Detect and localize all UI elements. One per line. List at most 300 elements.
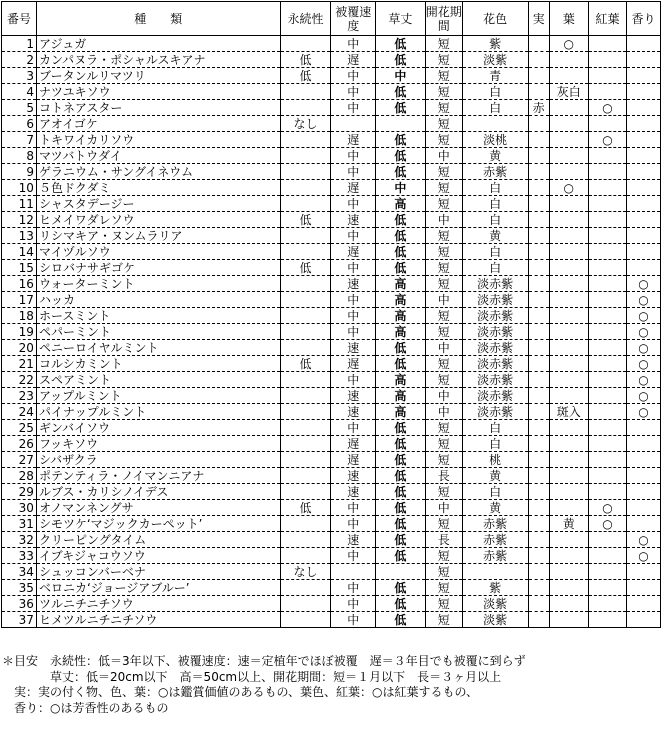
cell-num: 2: [2, 52, 37, 68]
table-row: [2, 308, 661, 324]
cell-perennial: [280, 228, 331, 244]
cell-bloom: 短: [425, 324, 462, 340]
cell-bloom: 短: [425, 132, 462, 148]
cell-name: ヒメツルニチニチソウ: [36, 612, 280, 628]
cell-flower-color: 淡赤紫: [462, 340, 528, 356]
cell-fruit: [528, 452, 549, 468]
cell-autumn: [588, 372, 626, 388]
cell-num: 28: [2, 468, 37, 484]
cell-num: 4: [2, 84, 37, 100]
cell-num: 18: [2, 308, 37, 324]
cell-name: シュッコンバーベナ: [36, 564, 280, 580]
cell-autumn: [588, 388, 626, 404]
cell-name: シモツケ‘マジックカーペット’: [36, 516, 280, 532]
cell-cover: 速: [331, 212, 375, 228]
cell-height: 高: [375, 308, 425, 324]
cell-scent: [627, 180, 661, 196]
cell-perennial: [280, 180, 331, 196]
cell-name: リシマキア・ヌンムラリア: [36, 228, 280, 244]
cell-autumn: [588, 356, 626, 372]
cell-cover: 中: [331, 420, 375, 436]
cell-scent: [627, 484, 661, 500]
cell-perennial: 低: [280, 356, 331, 372]
cell-flower-color: 赤紫: [462, 164, 528, 180]
cell-leaf: [549, 260, 588, 276]
cell-scent: ○: [627, 372, 661, 388]
cell-height: 低: [375, 596, 425, 612]
cell-bloom: 短: [425, 244, 462, 260]
cell-autumn: [588, 164, 626, 180]
cell-bloom: 中: [425, 148, 462, 164]
cell-fruit: [528, 36, 549, 52]
cell-scent: ○: [627, 404, 661, 420]
cell-perennial: [280, 580, 331, 596]
cell-cover: 中: [331, 372, 375, 388]
cell-scent: ○: [627, 276, 661, 292]
cell-scent: ○: [627, 292, 661, 308]
table-row: [2, 84, 661, 100]
cell-height: 低: [375, 100, 425, 116]
cell-fruit: [528, 148, 549, 164]
cell-height: 低: [375, 212, 425, 228]
cell-autumn: [588, 116, 626, 132]
cell-fruit: [528, 164, 549, 180]
cell-bloom: 中: [425, 340, 462, 356]
cell-bloom: 中: [425, 292, 462, 308]
table-row: [2, 132, 661, 148]
cell-fruit: [528, 404, 549, 420]
cell-cover: 中: [331, 596, 375, 612]
cell-scent: [627, 260, 661, 276]
cell-autumn: [588, 228, 626, 244]
cell-leaf: [549, 500, 588, 516]
cell-name: シバザクラ: [36, 452, 280, 468]
cell-name: ベロニカ‘ジョージアブルー’: [36, 580, 280, 596]
cell-name: イブキジャコウソウ: [36, 548, 280, 564]
cell-height: 低: [375, 244, 425, 260]
cell-bloom: 短: [425, 452, 462, 468]
cell-flower-color: 白: [462, 244, 528, 260]
cell-perennial: 低: [280, 500, 331, 516]
cell-fruit: [528, 436, 549, 452]
cell-cover: 中: [331, 36, 375, 52]
cell-cover: 中: [331, 580, 375, 596]
cell-height: 低: [375, 452, 425, 468]
cell-flower-color: 淡赤紫: [462, 308, 528, 324]
cell-bloom: 中: [425, 388, 462, 404]
cell-leaf: ○: [549, 180, 588, 196]
cell-fruit: [528, 532, 549, 548]
cell-fruit: [528, 388, 549, 404]
cell-num: 17: [2, 292, 37, 308]
cell-bloom: 短: [425, 196, 462, 212]
cell-name: コトネアスター: [36, 100, 280, 116]
cell-height: 低: [375, 164, 425, 180]
cell-autumn: ○: [588, 132, 626, 148]
cell-fruit: [528, 260, 549, 276]
cell-flower-color: 紫: [462, 36, 528, 52]
cell-flower-color: [462, 116, 528, 132]
table-row: [2, 324, 661, 340]
cell-name: ポテンティラ・ノイマンニアナ: [36, 468, 280, 484]
cell-autumn: [588, 84, 626, 100]
cell-flower-color: 淡赤紫: [462, 292, 528, 308]
cell-flower-color: 白: [462, 260, 528, 276]
cell-leaf: [549, 164, 588, 180]
cell-name: マツバトウダイ: [36, 148, 280, 164]
cell-num: 1: [2, 36, 37, 52]
cell-flower-color: 赤紫: [462, 532, 528, 548]
cell-perennial: なし: [280, 116, 331, 132]
cell-height: 低: [375, 436, 425, 452]
cell-scent: ○: [627, 388, 661, 404]
cell-autumn: [588, 68, 626, 84]
cell-leaf: [549, 148, 588, 164]
cell-perennial: [280, 340, 331, 356]
cell-fruit: [528, 68, 549, 84]
table-row: [2, 196, 661, 212]
cell-leaf: [549, 244, 588, 260]
cell-fruit: [528, 292, 549, 308]
cell-name: カンパヌラ・ポシャルスキアナ: [36, 52, 280, 68]
cell-cover: 中: [331, 164, 375, 180]
cell-flower-color: 淡赤紫: [462, 324, 528, 340]
cell-perennial: [280, 548, 331, 564]
cell-bloom: 短: [425, 420, 462, 436]
cell-scent: ○: [627, 340, 661, 356]
cell-autumn: [588, 452, 626, 468]
cell-flower-color: 桃: [462, 452, 528, 468]
cell-perennial: 低: [280, 52, 331, 68]
header-height: 草丈: [375, 2, 425, 36]
cell-scent: ○: [627, 308, 661, 324]
cell-fruit: [528, 52, 549, 68]
cell-num: 11: [2, 196, 37, 212]
header-flower-color: 花色: [462, 2, 528, 36]
cell-height: 低: [375, 228, 425, 244]
cell-scent: [627, 468, 661, 484]
cell-scent: [627, 244, 661, 260]
cell-num: 20: [2, 340, 37, 356]
cell-autumn: [588, 468, 626, 484]
cell-fruit: [528, 420, 549, 436]
cell-num: 21: [2, 356, 37, 372]
cell-bloom: 短: [425, 260, 462, 276]
cell-num: 8: [2, 148, 37, 164]
cell-flower-color: 黄: [462, 468, 528, 484]
cell-perennial: [280, 484, 331, 500]
cell-bloom: 短: [425, 516, 462, 532]
cell-flower-color: 赤紫: [462, 548, 528, 564]
table-header-row: [2, 2, 661, 36]
cell-name: アオイゴケ: [36, 116, 280, 132]
cell-leaf: 灰白: [549, 84, 588, 100]
cell-name: ヒメイワダレソウ: [36, 212, 280, 228]
cell-height: 高: [375, 372, 425, 388]
cell-fruit: [528, 308, 549, 324]
cell-autumn: [588, 340, 626, 356]
cell-cover: 遅: [331, 132, 375, 148]
cell-name: マイヅルソウ: [36, 244, 280, 260]
cell-cover: [331, 564, 375, 580]
cell-scent: [627, 596, 661, 612]
cell-num: 12: [2, 212, 37, 228]
cell-autumn: [588, 548, 626, 564]
cell-fruit: [528, 596, 549, 612]
cell-height: 低: [375, 260, 425, 276]
cell-scent: [627, 436, 661, 452]
cell-scent: [627, 148, 661, 164]
cell-cover: 遅: [331, 244, 375, 260]
cell-bloom: 短: [425, 276, 462, 292]
cell-cover: 中: [331, 292, 375, 308]
cell-cover: 速: [331, 404, 375, 420]
cell-leaf: [549, 356, 588, 372]
cell-num: 5: [2, 100, 37, 116]
cell-perennial: [280, 324, 331, 340]
cell-perennial: [280, 244, 331, 260]
cell-cover: 遅: [331, 436, 375, 452]
cell-scent: [627, 164, 661, 180]
cell-height: 低: [375, 548, 425, 564]
cell-name: ゲラニウム・サングイネウム: [36, 164, 280, 180]
table-row: [2, 564, 661, 580]
cell-autumn: [588, 212, 626, 228]
cell-perennial: [280, 516, 331, 532]
cell-height: 低: [375, 468, 425, 484]
table-row: [2, 340, 661, 356]
cell-cover: 中: [331, 516, 375, 532]
cell-height: 低: [375, 132, 425, 148]
cell-num: 34: [2, 564, 37, 580]
cell-name: ナツユキソウ: [36, 84, 280, 100]
cell-autumn: [588, 36, 626, 52]
cell-num: 30: [2, 500, 37, 516]
cell-autumn: [588, 180, 626, 196]
cell-leaf: [549, 596, 588, 612]
cell-bloom: 短: [425, 68, 462, 84]
table-row: [2, 52, 661, 68]
cell-flower-color: 青: [462, 68, 528, 84]
cell-num: 10: [2, 180, 37, 196]
cell-bloom: 中: [425, 404, 462, 420]
table-row: [2, 36, 661, 52]
cell-flower-color: [462, 564, 528, 580]
cell-scent: [627, 612, 661, 628]
cell-height: 低: [375, 484, 425, 500]
cell-autumn: [588, 196, 626, 212]
cell-height: 中: [375, 180, 425, 196]
cell-leaf: [549, 564, 588, 580]
table-row: [2, 212, 661, 228]
header-bloom: 開花期間: [425, 2, 462, 36]
cell-leaf: [549, 324, 588, 340]
cell-name: ギンバイソウ: [36, 420, 280, 436]
cell-num: 22: [2, 372, 37, 388]
cell-cover: 中: [331, 68, 375, 84]
cell-leaf: [549, 228, 588, 244]
cell-cover: 中: [331, 308, 375, 324]
cell-bloom: 短: [425, 164, 462, 180]
cell-cover: 中: [331, 84, 375, 100]
header-fruit: 実: [528, 2, 549, 36]
cell-name: スペアミント: [36, 372, 280, 388]
cell-bloom: 短: [425, 180, 462, 196]
cell-scent: [627, 132, 661, 148]
cell-num: 31: [2, 516, 37, 532]
cell-autumn: ○: [588, 500, 626, 516]
cell-cover: 中: [331, 148, 375, 164]
cell-leaf: [549, 340, 588, 356]
table-row: [2, 148, 661, 164]
cell-fruit: [528, 244, 549, 260]
cell-autumn: [588, 244, 626, 260]
cell-perennial: [280, 164, 331, 180]
cell-num: 14: [2, 244, 37, 260]
footnote-line-1: ＊目安 永続性：低＝3年以下、被覆速度：速＝定植年でほぼ被覆 遅＝３年目でも被覆に到らず: [2, 654, 526, 668]
cell-leaf: [549, 100, 588, 116]
table-row: [2, 164, 661, 180]
table-row: [2, 580, 661, 596]
cell-name: ツルニチニチソウ: [36, 596, 280, 612]
cell-perennial: [280, 404, 331, 420]
cell-cover: 速: [331, 340, 375, 356]
table-row: [2, 100, 661, 116]
cell-leaf: [549, 580, 588, 596]
cell-leaf: [549, 388, 588, 404]
cell-num: 36: [2, 596, 37, 612]
cell-fruit: [528, 212, 549, 228]
cell-autumn: [588, 324, 626, 340]
footnotes: [2, 654, 662, 716]
cell-perennial: [280, 276, 331, 292]
cell-perennial: [280, 84, 331, 100]
cell-fruit: [528, 180, 549, 196]
cell-autumn: [588, 484, 626, 500]
cell-bloom: 短: [425, 100, 462, 116]
cell-bloom: 短: [425, 564, 462, 580]
cell-leaf: [549, 532, 588, 548]
cell-name: アジュガ: [36, 36, 280, 52]
cell-perennial: [280, 452, 331, 468]
cell-cover: 速: [331, 468, 375, 484]
cell-fruit: [528, 468, 549, 484]
table-row: [2, 484, 661, 500]
cell-leaf: 斑入: [549, 404, 588, 420]
cell-fruit: [528, 500, 549, 516]
cell-height: 高: [375, 292, 425, 308]
cell-flower-color: 淡桃: [462, 132, 528, 148]
cell-cover: 速: [331, 388, 375, 404]
cell-perennial: [280, 132, 331, 148]
cell-flower-color: 白: [462, 84, 528, 100]
table-row: [2, 116, 661, 132]
cell-fruit: [528, 564, 549, 580]
header-perennial: 永続性: [280, 2, 331, 36]
cell-cover: 中: [331, 100, 375, 116]
cell-fruit: [528, 132, 549, 148]
cell-num: 15: [2, 260, 37, 276]
table-row: [2, 276, 661, 292]
cell-num: 19: [2, 324, 37, 340]
table-row: [2, 292, 661, 308]
cell-num: 33: [2, 548, 37, 564]
cell-autumn: [588, 612, 626, 628]
cell-num: 27: [2, 452, 37, 468]
cell-leaf: [549, 452, 588, 468]
cell-perennial: [280, 436, 331, 452]
cell-name: オノマンネングサ: [36, 500, 280, 516]
cell-num: 3: [2, 68, 37, 84]
cell-fruit: [528, 484, 549, 500]
cell-leaf: [549, 308, 588, 324]
cell-num: 6: [2, 116, 37, 132]
cell-leaf: [549, 292, 588, 308]
table-row: [2, 180, 661, 196]
cell-num: 37: [2, 612, 37, 628]
cell-bloom: 長: [425, 532, 462, 548]
table-row: [2, 548, 661, 564]
cell-cover: [331, 116, 375, 132]
cell-name: フッキソウ: [36, 436, 280, 452]
cell-fruit: [528, 228, 549, 244]
cell-leaf: [549, 372, 588, 388]
cell-bloom: 短: [425, 372, 462, 388]
cell-name: クリーピングタイム: [36, 532, 280, 548]
cell-scent: [627, 420, 661, 436]
cell-name: ルブス・カリシノイデス: [36, 484, 280, 500]
cell-name: トキワイカリソウ: [36, 132, 280, 148]
table-row: [2, 452, 661, 468]
cell-fruit: [528, 612, 549, 628]
cell-bloom: 短: [425, 580, 462, 596]
cell-num: 9: [2, 164, 37, 180]
cell-perennial: [280, 420, 331, 436]
cell-leaf: 黄: [549, 516, 588, 532]
cell-perennial: なし: [280, 564, 331, 580]
table-row: [2, 516, 661, 532]
cell-flower-color: 白: [462, 196, 528, 212]
cell-fruit: [528, 548, 549, 564]
cell-flower-color: 淡赤紫: [462, 388, 528, 404]
cell-cover: 中: [331, 324, 375, 340]
cell-scent: [627, 564, 661, 580]
cell-height: 低: [375, 420, 425, 436]
cell-flower-color: 淡赤紫: [462, 404, 528, 420]
cell-perennial: [280, 148, 331, 164]
table-row: [2, 436, 661, 452]
cell-height: [375, 564, 425, 580]
header-scent: 香り: [627, 2, 661, 36]
cell-scent: [627, 116, 661, 132]
table-row: [2, 244, 661, 260]
cell-num: 26: [2, 436, 37, 452]
cell-cover: 速: [331, 484, 375, 500]
cell-height: 低: [375, 500, 425, 516]
cell-bloom: 短: [425, 308, 462, 324]
table-row: [2, 356, 661, 372]
table-row: [2, 68, 661, 84]
header-cover: 被覆速度: [331, 2, 375, 36]
cell-height: 高: [375, 196, 425, 212]
cell-perennial: [280, 292, 331, 308]
cell-cover: 遅: [331, 180, 375, 196]
cell-height: 高: [375, 324, 425, 340]
cell-perennial: 低: [280, 68, 331, 84]
cell-scent: [627, 580, 661, 596]
cell-name: ハッカ: [36, 292, 280, 308]
cell-scent: [627, 452, 661, 468]
